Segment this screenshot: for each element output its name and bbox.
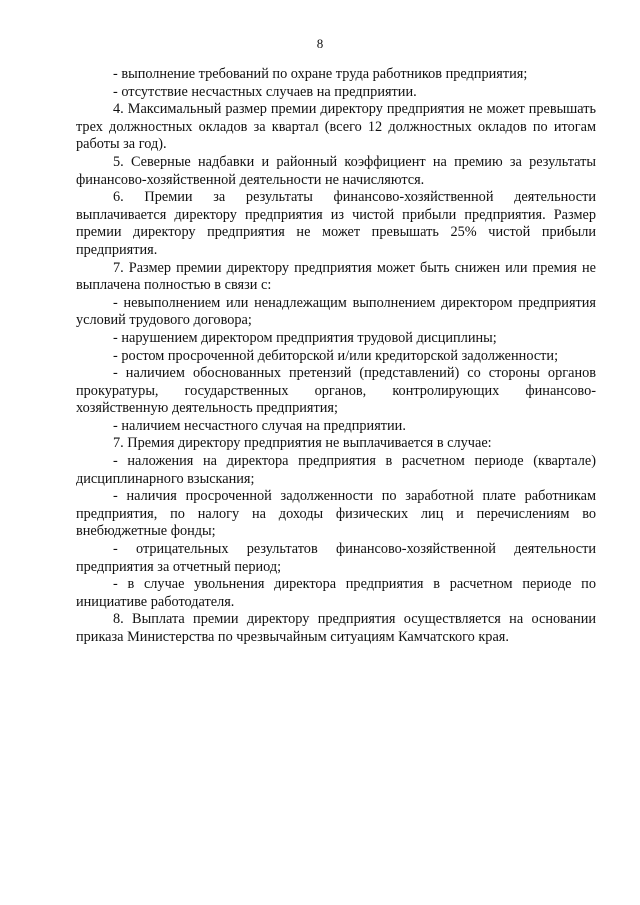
list-item-claims: - наличием обоснованных претензий (представлений) со стороны органов прокуратуры, государственных органов, контролирующих финансово-хозяйственную деятельность предприятия; bbox=[76, 365, 596, 417]
page-number: 8 bbox=[316, 36, 324, 51]
list-item-negative-results: - отрицательных результатов финансово-хозяйственной деятельности предприятия за отчетный период; bbox=[76, 541, 596, 575]
list-item-wage-arrears: - наличия просроченной задолженности по заработной плате работникам предприятия, по налогу на доходы физических лиц и перечислениям во внебюджетные фонды; bbox=[76, 488, 596, 540]
clause-5-northern-allowances: 5. Северные надбавки и районный коэффициент на премию за результаты финансово-хозяйственной деятельности не начисляются. bbox=[76, 153, 596, 188]
list-item-dismissal: - в случае увольнения директора предприятия в расчетном периоде по инициативе работодателя. bbox=[76, 576, 596, 610]
list-item-contract-breach: - невыполнением или ненадлежащим выполнением директором предприятия условий трудового договора; bbox=[76, 294, 596, 329]
document-body bbox=[76, 66, 596, 647]
list-item-disciplinary-penalty: - наложения на директора предприятия в расчетном периоде (квартале) дисциплинарного взыскания; bbox=[76, 453, 596, 487]
clause-4-max-bonus: 4. Максимальный размер премии директору предприятия не может превышать трех должностных окладов за квартал (всего 12 должностных окладов по итогам работы за год). bbox=[76, 101, 596, 153]
list-item-overdue-debt-growth: - ростом просроченной дебиторской и/или кредиторской задолженности; bbox=[113, 347, 559, 364]
list-item-discipline-violation: - нарушением директором предприятия трудовой дисциплины; bbox=[113, 329, 497, 346]
clause-8-payment-basis: 8. Выплата премии директору предприятия осуществляется на основании приказа Министерства по чрезвычайным ситуациям Камчатского края. bbox=[76, 611, 596, 645]
list-item-no-accidents: - отсутствие несчастных случаев на предприятии. bbox=[113, 83, 417, 100]
clause-7-no-bonus: 7. Премия директору предприятия не выплачивается в случае: bbox=[113, 435, 492, 452]
list-item-accident: - наличием несчастного случая на предприятии. bbox=[113, 417, 406, 434]
clause-6-bonus-source: 6. Премии за результаты финансово-хозяйственной деятельности выплачивается директору предприятия из чистой прибыли предприятия. Размер премии директору предприятия не может превышать 25% чистой прибыли предприятия. bbox=[76, 189, 596, 258]
list-item-labor-safety: - выполнение требований по охране труда работников предприятия; bbox=[113, 66, 528, 82]
clause-7-bonus-reduction: 7. Размер премии директору предприятия может быть снижен или премия не выплачена полностью в связи с: bbox=[76, 259, 596, 294]
